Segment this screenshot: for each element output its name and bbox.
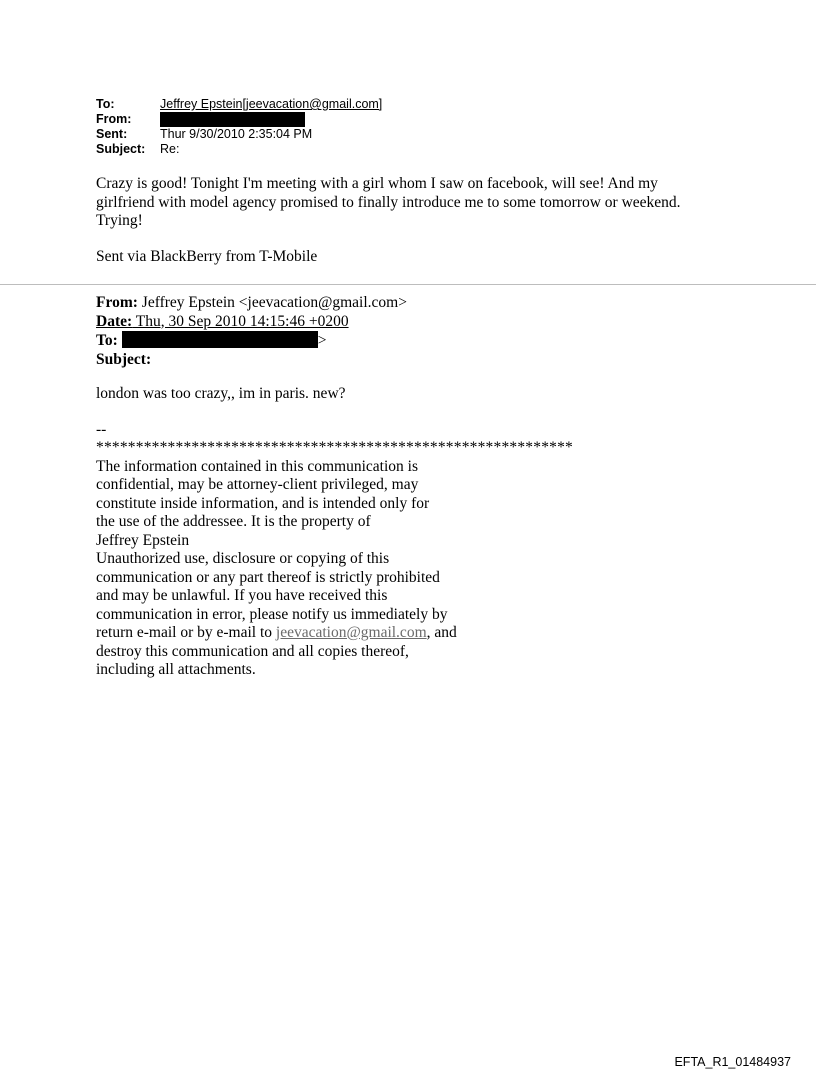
quoted-header [96, 294, 407, 369]
quoted-body [96, 385, 573, 680]
quoted-from-value: Jeffrey Epstein <jeevacation@gmail.com> [137, 294, 407, 311]
quoted-from-label: From: [96, 294, 138, 311]
confidentiality-disclaimer [96, 458, 573, 680]
header-to-row [96, 97, 382, 112]
subject-label: Subject: [96, 142, 146, 156]
disclaimer-line: and may be unlawful. If you have received this [96, 587, 388, 604]
disclaimer-text: , and [426, 624, 457, 641]
disclaimer-line: communication in error, please notify us immediately by [96, 605, 448, 623]
quoted-date-value: Thu, 30 Sep 2010 14:15:46 +0200 [132, 312, 349, 330]
disclaimer-line: destroy this communication and all copies thereof, [96, 642, 409, 660]
quoted-date-label: Date: [96, 312, 133, 330]
quoted-subject-label: Subject: [96, 350, 152, 368]
email-body [96, 175, 716, 266]
quoted-to-label: To: [96, 332, 118, 349]
message-text: Crazy is good! Tonight I'm meeting with a girl whom I saw on facebook, will see! And my girlfriend with model agency promised to finally introduce me to some tomorrow or weekend. Trying! [96, 175, 681, 229]
mobile-signature: Sent via BlackBerry from T-Mobile [96, 247, 318, 265]
disclaimer-line: including all attachments. [96, 661, 256, 678]
disclaimer-text: return e-mail or by e-mail to [96, 624, 276, 641]
quoted-from-row [96, 294, 407, 313]
disclaimer-line-with-email [96, 624, 573, 643]
document-id-stamp: EFTA_R1_01484937 [674, 1055, 791, 1069]
message-divider [0, 284, 816, 285]
subject-value: Re: [160, 142, 180, 156]
sent-label: Sent: [96, 127, 128, 141]
sent-value: Thur 9/30/2010 2:35:04 PM [160, 127, 313, 141]
quoted-to-suffix: > [317, 332, 327, 349]
redaction-box [122, 331, 318, 348]
disclaimer-line: The information contained in this communication is [96, 457, 418, 475]
disclaimer-line: Unauthorized use, disclosure or copying of this [96, 550, 390, 567]
disclaimer-line: constitute inside information, and is intended only for [96, 494, 430, 512]
header-from-row [96, 112, 382, 127]
asterisk-rule: ************************************************************ [96, 439, 573, 456]
to-label: To: [96, 97, 115, 111]
signature-separator: -- [96, 420, 107, 438]
disclaimer-line: communication or any part thereof is strictly prohibited [96, 568, 440, 586]
disclaimer-line: confidential, may be attorney-client privileged, may [96, 476, 419, 493]
quoted-subject-row [96, 351, 407, 370]
quoted-message-text: london was too crazy,, im in paris. new? [96, 385, 346, 402]
header-sent-row [96, 127, 382, 142]
redaction-box [160, 112, 305, 127]
quoted-to-row [96, 331, 407, 351]
email-link[interactable]: jeevacation@gmail.com [275, 624, 427, 641]
quoted-date-row [96, 313, 407, 332]
from-label: From: [96, 112, 132, 126]
email-header [96, 97, 382, 157]
disclaimer-line: Jeffrey Epstein [96, 531, 190, 549]
header-subject-row [96, 142, 382, 157]
to-value[interactable]: Jeffrey Epstein[jeevacation@gmail.com] [160, 97, 383, 111]
disclaimer-line: the use of the addressee. It is the property of [96, 513, 371, 530]
